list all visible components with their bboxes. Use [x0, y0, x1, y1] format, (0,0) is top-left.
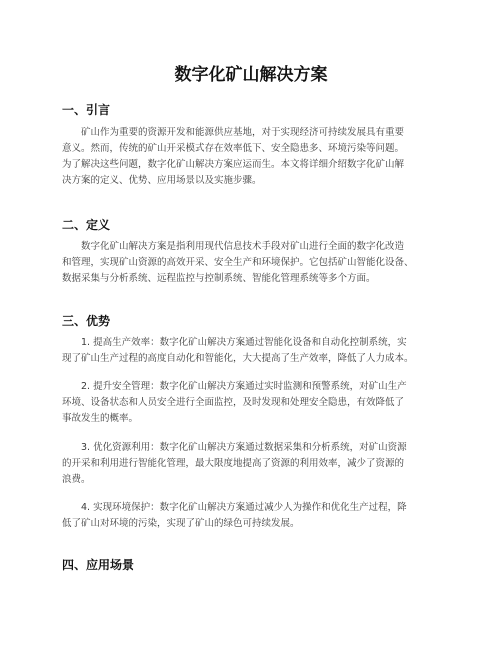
- paragraph-line: 低了矿山对环境的污染，实现了矿山的绿色可持续发展。: [62, 518, 300, 529]
- paragraph-line: 数字化矿山解决方案是指利用现代信息技术手段对矿山进行全面的数字化改造: [81, 241, 405, 252]
- advantage-item-efficiency: [62, 335, 444, 367]
- paragraph-line: 现了矿山生产过程的高度自动化和智能化，大大提高了生产效率，降低了人力成本。: [62, 353, 414, 364]
- paragraph-introduction: [62, 125, 444, 189]
- section-heading-application-scenarios: 四、应用场景: [62, 558, 135, 572]
- paragraph-line: 浪费。: [62, 474, 91, 485]
- advantage-item-environment: [62, 500, 444, 532]
- paragraph-line: 的开采和利用进行智能化管理，最大限度地提高了资源的利用效率，减少了资源的: [62, 458, 405, 469]
- paragraph-line: 1. 提高生产效率：数字化矿山解决方案通过智能化设备和自动化控制系统，实: [81, 337, 407, 348]
- paragraph-line: 环境、设备状态和人员安全进行全面监控，及时发现和处理安全隐患，有效降低了: [62, 397, 405, 408]
- advantage-item-resources: [62, 440, 444, 488]
- paragraph-line: 决方案的定义、优势、应用场景以及实施步骤。: [62, 175, 262, 186]
- paragraph-line: 事故发生的概率。: [62, 413, 139, 424]
- section-heading-introduction: 一、引言: [62, 103, 111, 117]
- document-title: 数字化矿山解决方案: [174, 65, 328, 85]
- paragraph-line: 4. 实现环境保护：数字化矿山解决方案通过减少人为操作和优化生产过程，降: [81, 502, 407, 513]
- paragraph-line: 3. 优化资源利用：数字化矿山解决方案通过数据采集和分析系统，对矿山资源: [81, 442, 407, 453]
- paragraph-line: 意义。然而，传统的矿山开采模式存在效率低下、安全隐患多、环境污染等问题。: [62, 143, 405, 154]
- advantage-item-safety: [62, 379, 444, 427]
- paragraph-line: 为了解决这些问题，数字化矿山解决方案应运而生。本文将详细介绍数字化矿山解: [62, 159, 405, 170]
- paragraph-line: 数据采集与分析系统、远程监控与控制系统、智能化管理系统等多个方面。: [62, 273, 376, 284]
- section-heading-definition: 二、定义: [62, 218, 111, 232]
- section-heading-advantages: 三、优势: [62, 314, 111, 328]
- paragraph-line: 2. 提升安全管理：数字化矿山解决方案通过实时监测和预警系统，对矿山生产: [81, 381, 407, 392]
- paragraph-line: 和管理，实现矿山资源的高效开采、安全生产和环境保护。它包括矿山智能化设备、: [62, 257, 414, 268]
- paragraph-line: 矿山作为重要的资源开发和能源供应基地，对于实现经济可持续发展具有重要: [81, 127, 405, 138]
- paragraph-definition: [62, 239, 444, 287]
